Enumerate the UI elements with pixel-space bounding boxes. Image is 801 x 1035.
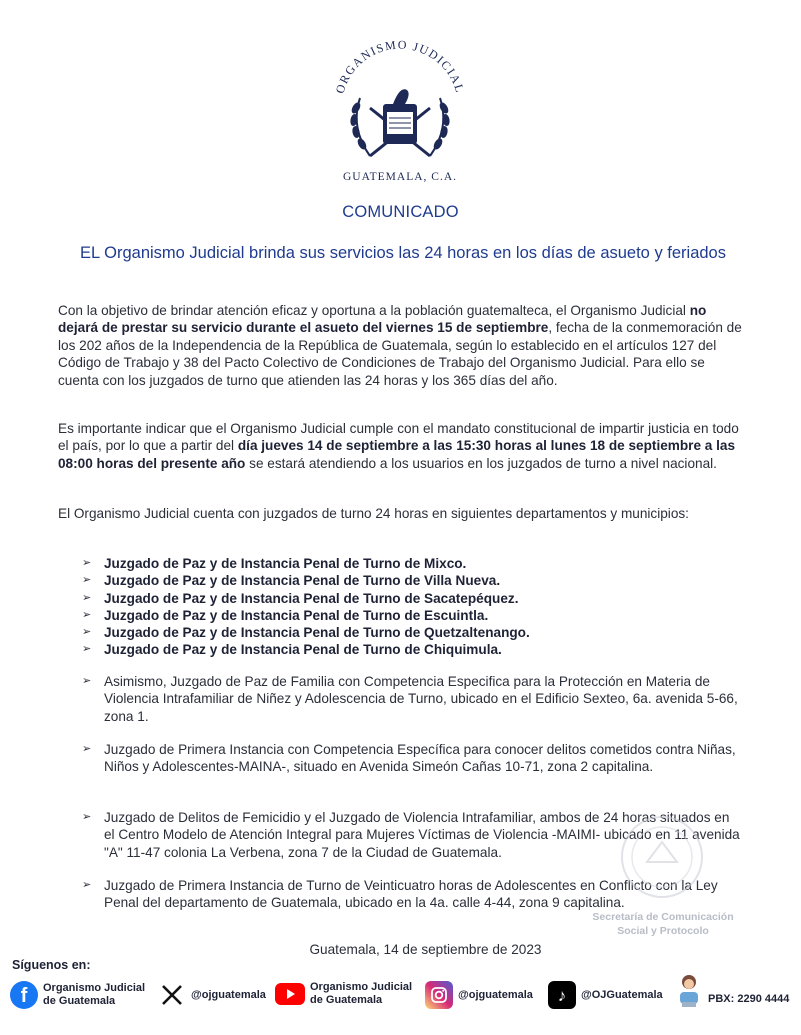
seal-arc-text: ORGANISMO JUDICIAL xyxy=(332,37,468,96)
call-center-icon xyxy=(676,972,702,1010)
list-item: ➢ Juzgado de Paz y de Instancia Penal de Turno de Chiquimula. xyxy=(82,642,502,658)
paragraph-2-emphasis: día jueves 14 de septiembre a las 15:30 horas al lunes 18 de septiembre a las 08:00 horas del presente año xyxy=(58,438,736,471)
youtube-icon xyxy=(275,983,305,1005)
arrow-bullet-icon: ➢ xyxy=(82,574,92,587)
organismo-judicial-seal xyxy=(325,28,475,188)
youtube-link[interactable]: Organismo Judicial de Guatemala xyxy=(275,981,412,1007)
stamp-text: Secretaría de Comunicación Social y Protocolo xyxy=(592,911,734,937)
arrow-bullet-icon: ➢ xyxy=(82,675,92,687)
facebook-link[interactable]: f Organismo Judicial de Guatemala xyxy=(10,981,145,1009)
paragraph-3: El Organismo Judicial cuenta con juzgados de turno 24 horas en siguientes departamentos y municipios: xyxy=(58,506,689,521)
svg-text:ORGANISMO JUDICIAL xyxy=(333,38,468,96)
arrow-bullet-icon: ➢ xyxy=(82,557,92,569)
paragraph-1-emphasis: no dejará de prestar su servicio durante el asueto del viernes 15 de septiembre xyxy=(58,303,707,336)
list-item: ➢ Juzgado de Delitos de Femicidio y el Juzgado de Violencia Intrafamiliar, ambos de 24 horas situados en el Centro Modelo de Atención Integral para Mujeres Víctimas de Violencia -MAIMI- ubicado en 11 avenida "A" 11-47 colonia La Verbena, zona 7 de la Ciudad de Guatemala. xyxy=(82,810,740,860)
follow-us-label: Síguenos en: xyxy=(12,958,91,972)
arrow-bullet-icon: ➢ xyxy=(82,811,92,823)
list-item: ➢ Juzgado de Paz y de Instancia Penal de Turno de Escuintla. xyxy=(82,607,489,623)
list-item: ➢ Juzgado de Primera Instancia de Turno de Veinticuatro horas de Adolescentes en Conflicto con la Ley Penal del departamento de Guatemala, ubicado en la 4a. calle 4-44, zona 9 capitalina. xyxy=(82,878,718,911)
pbx-contact[interactable]: PBX: 2290 4444 xyxy=(676,972,789,1010)
x-icon xyxy=(158,981,186,1009)
list-item: ➢ Juzgado de Paz y de Instancia Penal de Turno de Mixco. xyxy=(82,556,467,571)
arrow-bullet-icon: ➢ xyxy=(82,879,92,891)
list-item: ➢ Juzgado de Paz y de Instancia Penal de Turno de Sacatepéquez. xyxy=(82,590,519,606)
arrow-bullet-icon: ➢ xyxy=(82,643,92,656)
list-item: ➢ Asimismo, Juzgado de Paz de Familia con Competencia Especifica para la Protección en Materia de Violencia Intrafamiliar de Niñez y Adolescencia de Turno, ubicado en el Edificio Sexteo, 6a. avenida 5-66, zona 1. xyxy=(82,674,738,724)
document-date: Guatemala, 14 de septiembre de 2023 xyxy=(309,942,542,957)
list-item: ➢ Juzgado de Paz y de Instancia Penal de Turno de Villa Nueva. xyxy=(82,573,501,589)
arrow-bullet-icon: ➢ xyxy=(82,591,92,604)
list-item: ➢ Juzgado de Primera Instancia con Competencia Específica para conocer delitos cometidos contra Niñas, Niños y Adolescentes-MAINA-, situado en Avenida Simeón Cañas 10-71, zona 2 capitalina. xyxy=(82,742,736,775)
arrow-bullet-icon: ➢ xyxy=(82,626,92,639)
instagram-icon xyxy=(425,981,453,1009)
paragraph-2: Es importante indicar que el Organismo Judicial cumple con el mandato constitucional de impartir justicia en todo el país, por lo que a partir del día jueves 14 de septiembre a las 15:30 horas al lunes 18 de septiembre a las 08:00 horas del presente año se estará atendiendo a los usuarios en los juzgados de turno a nivel nacional. xyxy=(58,421,739,471)
facebook-icon: f xyxy=(10,981,38,1009)
communique-heading: COMUNICADO xyxy=(342,203,459,221)
x-link[interactable]: @ojguatemala xyxy=(158,981,266,1009)
arrow-bullet-icon: ➢ xyxy=(82,743,92,755)
courts-list xyxy=(82,555,530,659)
list-item: ➢ Juzgado de Paz y de Instancia Penal de Turno de Quetzaltenango. xyxy=(82,625,530,641)
arrow-bullet-icon: ➢ xyxy=(82,608,92,621)
seal-bottom-text: GUATEMALA, C.A. xyxy=(342,171,458,183)
paragraph-1: Con la objetivo de brindar atención eficaz y oportuna a la población guatemalteca, el Organismo Judicial no dejará de prestar su servicio durante el asueto del viernes 15 de septiembre, fecha de la conmemoración de los 202 años de la Independencia de la República de Guatemala, según lo establecido en el artículos 127 del Código de Trabajo y 38 del Pacto Colectivo de Condiciones de Trabajo del Organismo Judicial. Para ello se cuenta con los juzgados de turno que atienden las 24 horas y los 365 días del año. xyxy=(58,303,742,388)
tiktok-link[interactable]: ♪ @OJGuatemala xyxy=(548,981,663,1009)
instagram-link[interactable]: @ojguatemala xyxy=(425,981,533,1009)
tiktok-icon: ♪ xyxy=(548,981,576,1009)
communique-headline: EL Organismo Judicial brinda sus servicios las 24 horas en los días de asueto y feriados xyxy=(80,244,726,262)
